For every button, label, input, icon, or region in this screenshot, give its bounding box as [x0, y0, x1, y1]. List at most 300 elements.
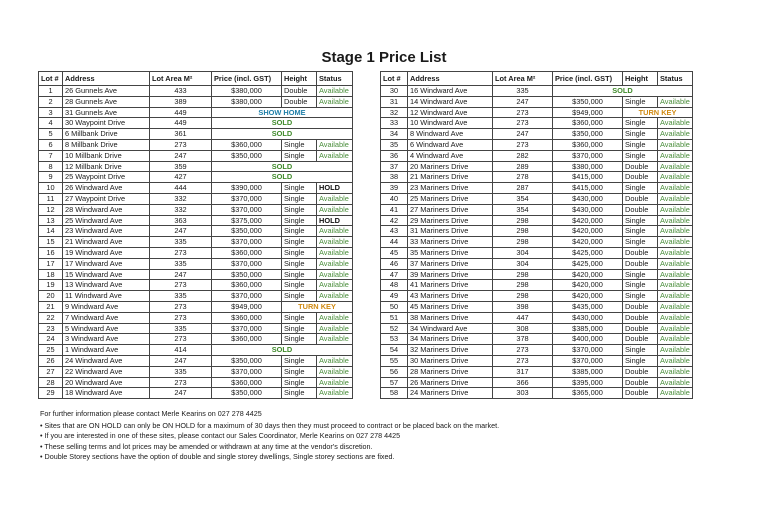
lot-area-cell: 433	[150, 86, 212, 97]
lot-area-cell: 247	[493, 96, 553, 107]
lot-number-cell: 41	[381, 204, 408, 215]
header-address: Address	[63, 72, 150, 86]
page-title: Stage 1 Price List	[321, 49, 447, 66]
address-cell: 31 Gunnels Ave	[63, 107, 150, 118]
lot-area-cell: 359	[150, 161, 212, 172]
lot-area-cell: 414	[150, 345, 212, 356]
table-row	[381, 139, 693, 150]
address-cell: 15 Windward Ave	[63, 269, 150, 280]
height-cell: Double	[623, 193, 658, 204]
address-cell: 10 Windward Ave	[408, 118, 493, 129]
lot-number-cell: 52	[381, 323, 408, 334]
table-row	[39, 215, 353, 226]
height-cell: Single	[282, 204, 317, 215]
height-cell: Double	[623, 323, 658, 334]
height-cell: Single	[282, 226, 317, 237]
table-row	[381, 161, 693, 172]
lot-number-cell: 53	[381, 334, 408, 345]
lot-number-cell: 51	[381, 312, 408, 323]
lot-number-cell: 50	[381, 301, 408, 312]
address-cell: 28 Windward Ave	[63, 204, 150, 215]
lot-area-cell: 273	[150, 377, 212, 388]
lot-area-cell: 378	[493, 334, 553, 345]
status-banner-cell: SOLD	[212, 345, 353, 356]
price-cell: $360,000	[553, 139, 623, 150]
status-cell: Available	[658, 258, 693, 269]
lot-number-cell: 34	[381, 129, 408, 140]
lot-number-cell: 49	[381, 291, 408, 302]
address-cell: 6 Millbank Drive	[63, 129, 150, 140]
table-row	[381, 118, 693, 129]
status-cell: HOLD	[317, 215, 353, 226]
price-cell: $360,000	[212, 312, 282, 323]
lot-area-cell: 335	[150, 323, 212, 334]
price-cell: $420,000	[553, 280, 623, 291]
price-cell: $435,000	[553, 301, 623, 312]
lot-number-cell: 11	[39, 193, 63, 204]
lot-number-cell: 40	[381, 193, 408, 204]
header-lot: Lot #	[381, 72, 408, 86]
address-cell: 28 Gunnels Ave	[63, 96, 150, 107]
table-row	[381, 107, 693, 118]
table-row	[39, 150, 353, 161]
lot-area-cell: 273	[150, 247, 212, 258]
table-row	[39, 86, 353, 97]
status-cell: Available	[317, 193, 353, 204]
address-cell: 23 Windward Ave	[63, 226, 150, 237]
header-status: Status	[317, 72, 353, 86]
lot-area-cell: 444	[150, 183, 212, 194]
lot-area-cell: 361	[150, 129, 212, 140]
table-row	[381, 237, 693, 248]
price-cell: $385,000	[553, 323, 623, 334]
status-cell: Available	[658, 280, 693, 291]
notes-section	[40, 409, 499, 463]
status-cell: Available	[658, 204, 693, 215]
address-cell: 26 Mariners Drive	[408, 377, 493, 388]
address-cell: 19 Windward Ave	[63, 247, 150, 258]
height-cell: Single	[623, 150, 658, 161]
price-cell: $430,000	[553, 204, 623, 215]
address-cell: 5 Windward Ave	[63, 323, 150, 334]
price-cell: $370,000	[212, 204, 282, 215]
lot-area-cell: 304	[493, 247, 553, 258]
lot-area-cell: 282	[493, 150, 553, 161]
address-cell: 18 Windward Ave	[63, 388, 150, 399]
address-cell: 25 Waypoint Drive	[63, 172, 150, 183]
table-row	[39, 247, 353, 258]
status-cell: Available	[658, 247, 693, 258]
status-cell: Available	[658, 193, 693, 204]
price-cell: $385,000	[553, 366, 623, 377]
status-cell: Available	[658, 215, 693, 226]
price-cell: $360,000	[553, 118, 623, 129]
lot-number-cell: 14	[39, 226, 63, 237]
height-cell: Single	[282, 291, 317, 302]
height-cell: Single	[623, 139, 658, 150]
price-cell: $420,000	[553, 291, 623, 302]
lot-number-cell: 12	[39, 204, 63, 215]
lot-number-cell: 27	[39, 366, 63, 377]
address-cell: 12 Millbank Drive	[63, 161, 150, 172]
address-cell: 34 Mariners Drive	[408, 334, 493, 345]
lot-number-cell: 8	[39, 161, 63, 172]
status-cell: Available	[658, 345, 693, 356]
address-cell: 8 Millbank Drive	[63, 139, 150, 150]
lot-number-cell: 7	[39, 150, 63, 161]
lot-number-cell: 24	[39, 334, 63, 345]
height-cell: Single	[623, 215, 658, 226]
price-cell: $370,000	[553, 345, 623, 356]
price-cell: $395,000	[553, 377, 623, 388]
lot-number-cell: 58	[381, 388, 408, 399]
status-cell: Available	[658, 334, 693, 345]
address-cell: 13 Windward Ave	[63, 280, 150, 291]
table-row	[381, 312, 693, 323]
table-row	[381, 183, 693, 194]
table-row	[39, 345, 353, 356]
lot-area-cell: 273	[150, 280, 212, 291]
lot-area-cell: 335	[150, 291, 212, 302]
lot-area-cell: 449	[150, 118, 212, 129]
table-row	[381, 301, 693, 312]
note-hold-policy: • Sites that are ON HOLD can only be ON HOLD for a maximum of 30 days then they must proceed to contract or be placed back on the market.	[40, 420, 500, 430]
status-cell: Available	[658, 161, 693, 172]
header-address: Address	[408, 72, 493, 86]
note-sales-contact: • If you are interested in one of these sites, please contact our Sales Coordinator, Merle Kearins on 027 278 4425	[40, 431, 401, 441]
status-banner-cell: TURN KEY	[282, 301, 353, 312]
table-row	[39, 355, 353, 366]
height-cell: Single	[282, 237, 317, 248]
address-cell: 20 Mariners Drive	[408, 161, 493, 172]
lot-number-cell: 29	[39, 388, 63, 399]
height-cell: Double	[623, 388, 658, 399]
table-row	[381, 193, 693, 204]
table-row	[381, 215, 693, 226]
note-storey: • Double Storey sections have the option of double and single storey dwellings, Single storey sections are fixed.	[40, 452, 395, 462]
height-cell: Single	[282, 247, 317, 258]
address-cell: 29 Mariners Drive	[408, 215, 493, 226]
table-row	[381, 345, 693, 356]
address-cell: 28 Mariners Drive	[408, 366, 493, 377]
table-row	[39, 237, 353, 248]
lot-number-cell: 43	[381, 226, 408, 237]
height-cell: Single	[282, 139, 317, 150]
lot-area-cell: 247	[150, 226, 212, 237]
table-row	[39, 301, 353, 312]
lot-area-cell: 298	[493, 291, 553, 302]
status-cell: Available	[658, 226, 693, 237]
contact-note: For further information please contact Merle Kearins on 027 278 4425	[40, 409, 262, 418]
height-cell: Single	[282, 388, 317, 399]
address-cell: 25 Windward Ave	[63, 215, 150, 226]
lot-area-cell: 332	[150, 193, 212, 204]
status-banner-cell: SHOW HOME	[212, 107, 353, 118]
address-cell: 14 Windward Ave	[408, 96, 493, 107]
lot-number-cell: 26	[39, 355, 63, 366]
price-cell: $350,000	[212, 388, 282, 399]
address-cell: 7 Windward Ave	[63, 312, 150, 323]
status-cell: Available	[658, 118, 693, 129]
address-cell: 33 Mariners Drive	[408, 237, 493, 248]
status-banner-cell: SOLD	[553, 86, 693, 97]
table-row	[381, 334, 693, 345]
lot-area-cell: 247	[493, 129, 553, 140]
table-row	[39, 172, 353, 183]
lot-area-cell: 273	[493, 355, 553, 366]
height-cell: Double	[282, 96, 317, 107]
status-banner-cell: TURN KEY	[623, 107, 693, 118]
height-cell: Single	[282, 258, 317, 269]
address-cell: 31 Mariners Drive	[408, 226, 493, 237]
table-row	[381, 280, 693, 291]
header-lot-area: Lot Area M²	[493, 72, 553, 86]
lot-number-cell: 25	[39, 345, 63, 356]
note-terms: • These selling terms and lot prices may be amended or withdrawn at any time at the vendor's discretion.	[40, 441, 373, 451]
height-cell: Single	[282, 355, 317, 366]
lot-number-cell: 46	[381, 258, 408, 269]
price-cell: $949,000	[212, 301, 282, 312]
address-cell: 24 Mariners Drive	[408, 388, 493, 399]
price-cell: $350,000	[553, 96, 623, 107]
status-cell: Available	[317, 366, 353, 377]
address-cell: 43 Mariners Drive	[408, 291, 493, 302]
lot-number-cell: 18	[39, 269, 63, 280]
table-row	[39, 226, 353, 237]
header-lot: Lot #	[39, 72, 63, 86]
lot-area-cell: 273	[493, 107, 553, 118]
lot-area-cell: 298	[493, 280, 553, 291]
lot-number-cell: 33	[381, 118, 408, 129]
status-cell: Available	[658, 183, 693, 194]
status-cell: Available	[317, 226, 353, 237]
table-row	[381, 388, 693, 399]
height-cell: Double	[623, 172, 658, 183]
lot-area-cell: 289	[493, 161, 553, 172]
price-cell: $390,000	[212, 183, 282, 194]
height-cell: Double	[623, 366, 658, 377]
address-cell: 45 Mariners Drive	[408, 301, 493, 312]
status-cell: Available	[658, 312, 693, 323]
price-cell: $420,000	[553, 215, 623, 226]
lot-area-cell: 273	[493, 118, 553, 129]
price-cell: $420,000	[553, 237, 623, 248]
lot-number-cell: 38	[381, 172, 408, 183]
status-banner-cell: SOLD	[212, 129, 353, 140]
header-height: Height	[282, 72, 317, 86]
lot-area-cell: 335	[493, 86, 553, 97]
height-cell: Single	[623, 96, 658, 107]
address-cell: 4 Windward Ave	[408, 150, 493, 161]
lot-number-cell: 2	[39, 96, 63, 107]
status-banner-cell: SOLD	[212, 161, 353, 172]
height-cell: Single	[623, 291, 658, 302]
status-cell: Available	[658, 237, 693, 248]
price-cell: $350,000	[212, 226, 282, 237]
status-cell: Available	[658, 129, 693, 140]
height-cell: Single	[623, 118, 658, 129]
height-cell: Single	[623, 345, 658, 356]
status-cell: Available	[658, 301, 693, 312]
height-cell: Single	[282, 183, 317, 194]
lot-area-cell: 335	[150, 366, 212, 377]
lot-number-cell: 35	[381, 139, 408, 150]
lot-number-cell: 31	[381, 96, 408, 107]
address-cell: 32 Mariners Drive	[408, 345, 493, 356]
table-row	[381, 355, 693, 366]
lot-area-cell: 366	[493, 377, 553, 388]
status-cell: Available	[317, 258, 353, 269]
table-row	[381, 366, 693, 377]
table-row	[39, 377, 353, 388]
address-cell: 3 Windward Ave	[63, 334, 150, 345]
price-cell: $350,000	[212, 269, 282, 280]
table-row	[381, 291, 693, 302]
lot-area-cell: 273	[150, 139, 212, 150]
lot-area-cell: 449	[150, 107, 212, 118]
address-cell: 26 Windward Ave	[63, 183, 150, 194]
table-row	[39, 193, 353, 204]
address-cell: 25 Mariners Drive	[408, 193, 493, 204]
lot-area-cell: 447	[493, 312, 553, 323]
height-cell: Single	[282, 150, 317, 161]
address-cell: 34 Windward Ave	[408, 323, 493, 334]
address-cell: 22 Windward Ave	[63, 366, 150, 377]
address-cell: 26 Gunnels Ave	[63, 86, 150, 97]
height-cell: Double	[623, 377, 658, 388]
price-table-right	[380, 71, 693, 399]
price-cell: $375,000	[212, 215, 282, 226]
lot-area-cell: 308	[493, 323, 553, 334]
header-lot-area: Lot Area M²	[150, 72, 212, 86]
lot-area-cell: 298	[493, 226, 553, 237]
lot-area-cell: 332	[150, 204, 212, 215]
address-cell: 41 Mariners Drive	[408, 280, 493, 291]
table-row	[39, 334, 353, 345]
lot-number-cell: 9	[39, 172, 63, 183]
status-cell: Available	[317, 247, 353, 258]
lot-number-cell: 47	[381, 269, 408, 280]
lot-area-cell: 335	[150, 237, 212, 248]
lot-number-cell: 56	[381, 366, 408, 377]
lot-area-cell: 303	[493, 388, 553, 399]
table-row	[39, 96, 353, 107]
lot-area-cell: 273	[493, 139, 553, 150]
address-cell: 10 Millbank Drive	[63, 150, 150, 161]
table-row	[39, 291, 353, 302]
lot-number-cell: 5	[39, 129, 63, 140]
header-status: Status	[658, 72, 693, 86]
table-row	[39, 366, 353, 377]
price-cell: $370,000	[212, 193, 282, 204]
height-cell: Double	[623, 334, 658, 345]
lot-area-cell: 354	[493, 204, 553, 215]
height-cell: Single	[282, 323, 317, 334]
table-row	[381, 204, 693, 215]
status-cell: Available	[658, 96, 693, 107]
height-cell: Single	[623, 183, 658, 194]
address-cell: 27 Waypoint Drive	[63, 193, 150, 204]
address-cell: 38 Mariners Drive	[408, 312, 493, 323]
price-cell: $420,000	[553, 226, 623, 237]
lot-area-cell: 317	[493, 366, 553, 377]
header-height: Height	[623, 72, 658, 86]
lot-number-cell: 15	[39, 237, 63, 248]
address-cell: 16 Windward Ave	[408, 86, 493, 97]
height-cell: Single	[282, 334, 317, 345]
lot-area-cell: 273	[150, 334, 212, 345]
height-cell: Double	[623, 204, 658, 215]
table-row	[39, 161, 353, 172]
price-cell: $370,000	[212, 323, 282, 334]
status-cell: Available	[317, 269, 353, 280]
table-row	[39, 258, 353, 269]
address-cell: 37 Mariners Drive	[408, 258, 493, 269]
status-cell: Available	[317, 139, 353, 150]
status-cell: Available	[658, 355, 693, 366]
price-cell: $415,000	[553, 172, 623, 183]
price-cell: $400,000	[553, 334, 623, 345]
height-cell: Single	[282, 312, 317, 323]
lot-area-cell: 389	[150, 96, 212, 107]
lot-area-cell: 247	[150, 150, 212, 161]
height-cell: Single	[623, 129, 658, 140]
address-cell: 21 Windward Ave	[63, 237, 150, 248]
height-cell: Single	[282, 215, 317, 226]
table-row	[39, 323, 353, 334]
lot-number-cell: 23	[39, 323, 63, 334]
status-cell: Available	[317, 86, 353, 97]
price-cell: $420,000	[553, 269, 623, 280]
table-row	[39, 139, 353, 150]
height-cell: Single	[282, 377, 317, 388]
address-cell: 21 Mariners Drive	[408, 172, 493, 183]
height-cell: Double	[623, 258, 658, 269]
lot-number-cell: 10	[39, 183, 63, 194]
address-cell: 35 Mariners Drive	[408, 247, 493, 258]
address-cell: 12 Windward Ave	[408, 107, 493, 118]
status-cell: Available	[317, 237, 353, 248]
lot-area-cell: 273	[150, 312, 212, 323]
table-row	[39, 183, 353, 194]
height-cell: Double	[623, 161, 658, 172]
price-cell: $949,000	[553, 107, 623, 118]
lot-area-cell: 278	[493, 172, 553, 183]
lot-area-cell: 304	[493, 258, 553, 269]
address-cell: 11 Windward Ave	[63, 291, 150, 302]
table-row	[381, 258, 693, 269]
lot-area-cell: 354	[493, 193, 553, 204]
status-cell: Available	[317, 291, 353, 302]
status-cell: Available	[658, 139, 693, 150]
lot-area-cell: 247	[150, 388, 212, 399]
status-cell: Available	[317, 280, 353, 291]
table-row	[381, 129, 693, 140]
lot-area-cell: 298	[493, 215, 553, 226]
height-cell: Single	[623, 355, 658, 366]
address-cell: 30 Mariners Drive	[408, 355, 493, 366]
price-cell: $370,000	[212, 366, 282, 377]
table-row	[381, 269, 693, 280]
table-row	[39, 204, 353, 215]
table-row	[39, 388, 353, 399]
status-cell: Available	[317, 334, 353, 345]
price-cell: $430,000	[553, 193, 623, 204]
lot-number-cell: 36	[381, 150, 408, 161]
lot-number-cell: 4	[39, 118, 63, 129]
price-cell: $370,000	[553, 150, 623, 161]
height-cell: Double	[623, 247, 658, 258]
